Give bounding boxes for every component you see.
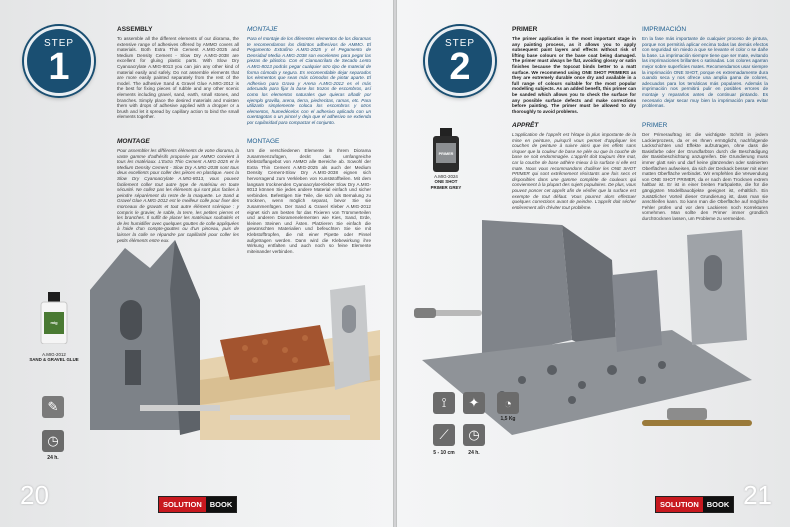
montage-de-heading: MONTAGE bbox=[247, 138, 280, 145]
step-1-badge bbox=[24, 26, 94, 96]
logo-word-2: BOOK bbox=[703, 497, 734, 512]
montage-fr-text: Pour assembler les différents éléments de votre diorama, la vaste gamme d'adhésifs proposée par AMMO convient à tous les matériaux. L'Extra Thin Cement A.MIG-2025 et le Medium Density Cement - Slow Dry A.MIG-2038 sont tous deux excellents pour coller des pièces en plastique. Avec la Slow Dry Cyanoacrylate A.MIG-8013, vous pouvez facilement coller tout autre type de matériau en toute sécurité. Ne collez pas les éléments qui sont plus faciles à peindre séparément du reste de la maquette. Le Sand & Gravel Glue A.MIG-2012 est le meilleur colle pour fixer des morceaux de gravats et tout autre élément scénique : y compris le gravier, le sable, la terre, les petites pierres et les branches. Il suffit de placer les matériaux souhaités et de les humidifier avec quelques gouttes de colle appliquées à l'aide d'un compte-gouttes ou d'un pinceau, puis de laisser la colle se répandre par capillarité pour coller les petits éléments entre eux. bbox=[117, 148, 239, 243]
page-number-right: 21 bbox=[743, 480, 772, 510]
product-line: ONE SHOT bbox=[434, 179, 458, 185]
assembly-text: To assemble all the different elements of our diorama, the extensive range of adhesives offered by AMMO covers all materials. Both Extra Thin Cement A.MIG-2025 and Medium Density Cement - Slow Dry A.MIG-2038 are excellent for gluing plastic parts. With Slow Dry Cyanoacrylate A.MIG-8013 you can join any other kind of material easily and safely. Do not assemble elements that are more easily painted separately from the rest of the model. The adhesive Sand & Gravel Glue A.MIG-2012 is the best for fixing pieces of rubble and any other scenic elements including gravel, sand, earth, small stones, and branches. Simply place the desired materials and moisten them with drops of adhesive applied with a dropper or a brush and let it spread by capillary action to bind the small elements together. bbox=[117, 36, 239, 120]
diorama-assembly-photo bbox=[80, 230, 380, 445]
primer-de-heading: PRIMER bbox=[642, 122, 668, 129]
product-caption-left bbox=[28, 352, 80, 363]
step-label: STEP bbox=[43, 38, 75, 49]
step-number: 1 bbox=[48, 46, 70, 88]
step-label: STEP bbox=[444, 38, 476, 49]
montage-de-text: Um die verschiedenen Elemente in Ihrem Diorama zusammenzufügen, deckt das umfangreiche Klebstoffangebot von AMMO alle Bereiche ab. Sowohl der Extra Thin Cement A.MIG-2025 als auch der Medium Density Cement-Slow Dry A.MIG-2038 eignen sich hervorragend zum Verkleben von Kunststoffteilen. Mit dem langsam trocknenden Cyanoacrylat-Kleber Slow Dry A.MIG-8013 können Sie jedes andere Material einfach und sicher verbinden. Befestigen Sie Teile, die sich als Bemalung zu trocknen, wenn möglich separat, bevor Sie sie zusammenfügen. Der Sand & Gravel Kleber A.MIG-2012 eignet sich am besten für das Fixieren von Trümmerteilen und anderen Dioramenelementen wie Kies, Sand, Erde, kleinen Steinen und Ästen. Platzieren Sie einfach die gewünschten Materialien und befeuchten Sie sie mit Klebstofftropfen, die mit einer Pipette oder Pinsel aufgetragen werden. Dann wird die Klebewirkung ihre Wirkung entfalten und auch noch so feine Elemente miteinander verbinden. bbox=[247, 148, 371, 254]
montaje-heading: MONTAJE bbox=[247, 26, 278, 33]
distance-icon: ⟋ bbox=[433, 424, 455, 446]
logo-word-2: BOOK bbox=[206, 497, 237, 512]
solution-book-logo-left bbox=[158, 496, 237, 513]
logo-word-1: SOLUTION bbox=[159, 497, 206, 512]
assembly-heading: ASSEMBLY bbox=[117, 26, 153, 33]
left-page bbox=[0, 0, 393, 527]
pressure-gauge-icon: ◔ bbox=[497, 392, 519, 414]
weight-caption: 1,5 Kg bbox=[500, 416, 516, 422]
time-caption-left: 24 h. bbox=[47, 455, 59, 461]
time-caption-right: 24 h. bbox=[468, 450, 480, 456]
spray-can-icon: ⟟ bbox=[433, 392, 455, 414]
distance-caption: 5 - 10 cm bbox=[433, 450, 455, 456]
right-page bbox=[397, 0, 790, 527]
primer-text: The primer application is the most important stage in any painting process, as it allows you to apply subsequent paint layers and effects without risk of lifting base colours or the base coat being damaged. The primer must always be flat, avoiding glossy or satin finishes because the topcoat binds better to a matt surface. We recommend using ONE SHOT PRIMERS as they are extremely durable once dry and available in a full range of colours suitable for the most popular modelling subjects. As an added benefit, this primer can be sanded which allows you to check the surface for any possible surface defects and make corrections before painting. The primer must be allowed to dry thoroughly to avoid problems. bbox=[512, 36, 636, 114]
solution-book-logo-right bbox=[655, 496, 734, 513]
step-number: 2 bbox=[449, 46, 471, 88]
imprimacion-text: En la fase más importante de cualquier proceso de pintura, porque nos permitirá aplicar encima todas las demás efectos con seguridad sin miedo a que se levante el color o se dañe la base. La imprimación siempre tiene que ser mate, evitando las imprimaciones brillantes o satinadas. Los colores agarran mejor sobre superficies mates. Recomendamos usar siempre la imprimación ONE SHOT, porque es extremadamente dura cuando seca y nos ofrece una amplia gama de colores, adecuados para los temáticas más populares. Además la imprimación nos permitirá pulir en posibles errores de montaje y repararlos antes de continuar pintando. Es necesario dejar secar muy bien la imprimación para evitar problemas. bbox=[642, 36, 768, 109]
product-name: SAND & GRAVEL GLUE bbox=[29, 357, 79, 363]
primer-de-text: Der Primerauftrag ist die wichtigste Schritt in jedem Lackierprozess, da er es Ihnen ermöglicht, nachfolgende Lackschichten und Effekte aufzutragen, ohne dass die Basisfarbe oder der Grundfarbton durch die Beschädigung der Basisbeschichtung anzugreifen. Die Grundierung muss immer glatt sein und darf keine glänzenden oder satinierten Oberflächen aufweisen, da sich der Deckack besser mit einer matten Oberfläche verbindet. Wir empfehlen die Verwendung von ONE SHOT PRIMER, da er nach dem Trocknen extrem haltbar ist. Er ist in einer breiten Farbpalette, die für die gängigsten Modellbauobjekte geeignet ist, erhältlich. Ein zusätzlicher Vorteil dieser Grundierung ist, dass man sie anschleifen kann. So kann man die Oberfläche auf mögliche Fehler prüfen und vor dem Lackieren noch Korrekturen vornehmen. Man sollte den Primer immer gründlich durchtrocknen lassen, um Probleme zu vermeiden. bbox=[642, 132, 768, 221]
logo-word-1: SOLUTION bbox=[656, 497, 703, 512]
airbrush-icon: ✦ bbox=[463, 392, 485, 414]
primer-heading: PRIMER bbox=[512, 26, 538, 33]
one-shot-primer-bottle bbox=[429, 128, 463, 172]
montage-fr-heading: MONTAGE bbox=[117, 138, 150, 145]
step-2-badge bbox=[425, 26, 495, 96]
product-name: PRIMER GREY bbox=[430, 184, 462, 190]
product-code: A.MIG-2024 bbox=[434, 174, 458, 179]
sand-gravel-glue-bottle bbox=[38, 292, 70, 344]
product-code: A.MIG-2012 bbox=[42, 352, 66, 357]
primed-diorama-photo bbox=[412, 220, 777, 450]
imprimacion-heading: IMPRIMACIÓN bbox=[642, 26, 687, 33]
clock-icon: ◷ bbox=[42, 430, 64, 452]
clock-icon: ◷ bbox=[463, 424, 485, 446]
product-caption-right bbox=[419, 174, 473, 190]
product-brand: mig bbox=[50, 320, 58, 325]
page-number-left: 20 bbox=[20, 480, 49, 510]
appret-text: L'application de l'apprêt est l'étape la plus importante de la mise en peinture, puisqu'il vous permet d'appliquer les couches de peinture à suivre ainsi que les effets sans risquer que la couleur de base ne pèle ou que la couche de base ne soit endommagée. L'apprêt doit toujours être mat, car la couche de base adhère mieux à la surface si elle est mate. Nous vous recommandons d'utiliser les ONE SHOT PRIMER qui sont extrêmement résistants une fois secs et disponibles dans une gamme complète de couleurs qui conviennent à la plupart des sujets populaires. De plus, vous pouvez poncer cet apprêt afin de vérifier que la surface est exempte de tout défaut. Vous pourrez alors effectuer quelques corrections avant de peindre. L'apprêt doit sécher entièrement afin d'éviter tout problème. bbox=[512, 132, 636, 210]
montaje-text: Para el montaje de los diferentes elementos de los dioramas te recomendamos los distintos adhesivos de AMMO. El Pegamento Extrafino A.MIG-2025 y el Pegamento de Densidad Media A.MIG-2038 son excelentes para pegar las piezas de plástico. Con el Cianoacrilato de Secado Lento A.MIG-8013 podrás pegar cualquier otro tipo de material de forma cómoda y segura. Es recomendable dejar separados los elementos que sean más cómodos de pintar aparte. El Adhesivo para Grava y Arena A.MIG-2012 es el más adecuado para fijar la base los trozos de escombros, así como los elementos naturales que quieras añadir por ejemplo gravilla, arena, tierra, piedrecitas, ramas, etc. Para utilizarlo simplemente coloca los escombros y otros elementos, humedécelos con el adhesivo aplicado con un cuentagotas o un pincel y deja que el adhesivo se extienda por capilaridad para compactar el conjunto. bbox=[247, 36, 371, 125]
brush-icon: ✎ bbox=[42, 396, 64, 418]
appret-heading: APPRÊT bbox=[512, 122, 539, 129]
product-label-right: PRIMER bbox=[438, 152, 454, 156]
